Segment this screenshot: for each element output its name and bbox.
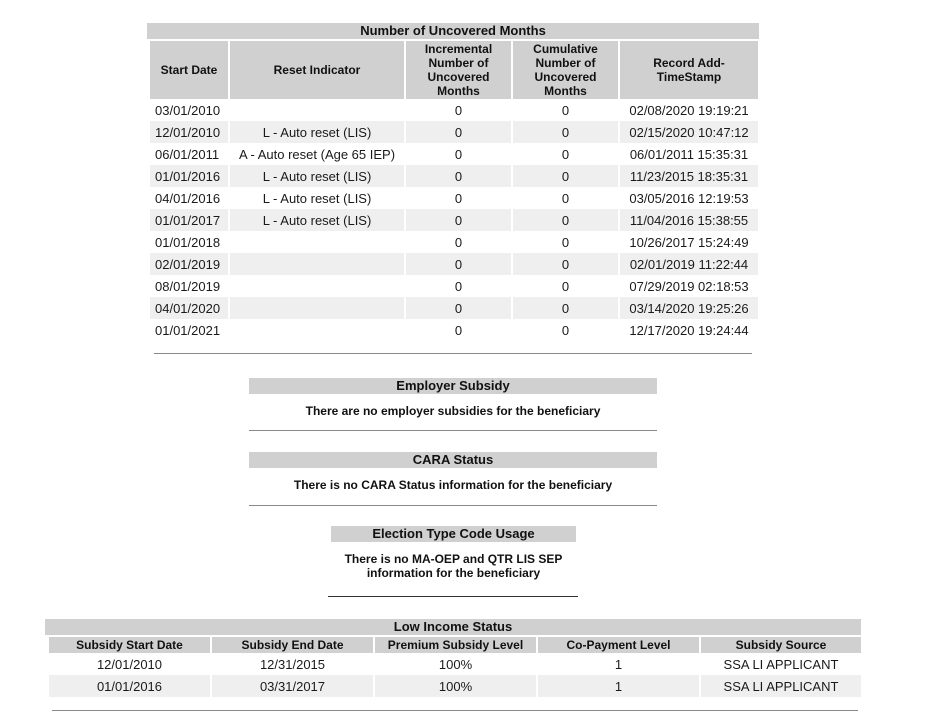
employer-divider — [249, 430, 657, 431]
cell-subsidy-source: SSA LI APPLICANT — [723, 656, 839, 672]
cell-reset-indicator — [230, 319, 404, 341]
cell-subsidy-source: SSA LI APPLICANT — [701, 675, 861, 697]
uncovered-months-title: Number of Uncovered Months — [147, 23, 759, 39]
low-income-table — [47, 637, 863, 697]
cell-start-date: 06/01/2011 — [155, 146, 220, 162]
cell-incremental: 0 — [454, 102, 463, 118]
table-row — [150, 319, 758, 341]
cell-cumulative: 0 — [513, 165, 618, 187]
cell-incremental: 0 — [406, 297, 511, 319]
cell-incremental: 0 — [454, 190, 463, 206]
cell-reset-indicator: A - Auto reset (Age 65 IEP) — [238, 146, 396, 162]
cell-reset-indicator — [230, 275, 404, 297]
cell-start-date: 04/01/2016 — [155, 190, 221, 206]
cell-cumulative: 0 — [561, 146, 570, 162]
cell-record-timestamp: 02/08/2020 19:19:21 — [629, 102, 749, 118]
table-row — [49, 653, 861, 675]
table-row — [150, 99, 758, 121]
cell-start-date: 08/01/2019 — [155, 278, 221, 294]
cell-record-timestamp: 03/05/2016 12:19:53 — [629, 190, 749, 206]
table-row — [49, 675, 861, 697]
cell-reset-indicator: L - Auto reset (LIS) — [230, 209, 404, 231]
table-row — [150, 143, 758, 165]
cell-cumulative: 0 — [513, 121, 618, 143]
cell-cumulative: 0 — [513, 253, 618, 275]
cell-record-timestamp: 12/17/2020 19:24:44 — [629, 322, 749, 338]
cell-reset-indicator: L - Auto reset (LIS) — [262, 190, 372, 206]
employer-subsidy-title: Employer Subsidy — [249, 378, 657, 394]
table-row — [150, 121, 758, 143]
cell-cumulative: 0 — [561, 102, 570, 118]
cell-cumulative: 0 — [561, 278, 570, 294]
cell-reset-indicator — [230, 231, 404, 253]
cell-reset-indicator: L - Auto reset (LIS) — [230, 165, 404, 187]
employer-subsidy-message: There are no employer subsidies for the beneficiary — [305, 404, 601, 418]
low-income-body — [49, 653, 861, 697]
cara-divider — [249, 505, 657, 506]
low-income-header-row — [49, 637, 861, 653]
cell-incremental: 0 — [454, 278, 463, 294]
cell-incremental: 0 — [454, 234, 463, 250]
header-incremental: Incremental Number of Uncovered Months — [406, 41, 511, 99]
cell-start-date: 04/01/2020 — [150, 297, 228, 319]
header-subsidy-start: Subsidy Start Date — [49, 637, 210, 653]
cell-subsidy-start: 12/01/2010 — [96, 656, 163, 672]
cell-record-timestamp: 11/04/2016 15:38:55 — [620, 209, 758, 231]
header-copay-level: Co-Payment Level — [538, 637, 699, 653]
cell-premium-level: 100% — [375, 675, 536, 697]
cell-cumulative: 0 — [561, 234, 570, 250]
cell-copay-level: 1 — [538, 675, 699, 697]
header-cumulative: Cumulative Number of Uncovered Months — [513, 41, 618, 99]
cell-record-timestamp: 02/01/2019 11:22:44 — [620, 253, 758, 275]
table-row — [150, 165, 758, 187]
table-row — [150, 231, 758, 253]
uncovered-months-body — [150, 99, 758, 341]
cell-record-timestamp: 06/01/2011 15:35:31 — [629, 146, 749, 162]
cell-record-timestamp: 07/29/2019 02:18:53 — [629, 278, 749, 294]
cell-incremental: 0 — [454, 146, 463, 162]
table-row — [150, 209, 758, 231]
table-row — [150, 297, 758, 319]
cell-reset-indicator — [230, 99, 404, 121]
header-subsidy-end: Subsidy End Date — [212, 637, 373, 653]
cell-start-date: 01/01/2018 — [155, 234, 221, 250]
cell-subsidy-end: 03/31/2017 — [212, 675, 373, 697]
header-subsidy-source: Subsidy Source — [701, 637, 861, 653]
cell-start-date: 01/01/2021 — [155, 322, 221, 338]
table-row — [150, 187, 758, 209]
cell-incremental: 0 — [406, 253, 511, 275]
election-type-message — [331, 552, 576, 580]
cell-cumulative: 0 — [513, 297, 618, 319]
cell-start-date: 12/01/2010 — [150, 121, 228, 143]
cell-cumulative: 0 — [561, 322, 570, 338]
cell-subsidy-start: 01/01/2016 — [49, 675, 210, 697]
cell-cumulative: 0 — [513, 209, 618, 231]
cell-copay-level: 1 — [614, 656, 623, 672]
cell-start-date: 02/01/2019 — [150, 253, 228, 275]
uncovered-divider — [154, 353, 752, 354]
cell-incremental: 0 — [406, 165, 511, 187]
election-type-message-line1: There is no MA-OEP and QTR LIS SEP — [344, 552, 563, 566]
cell-cumulative: 0 — [561, 190, 570, 206]
header-reset-indicator: Reset Indicator — [230, 41, 404, 99]
cell-record-timestamp: 10/26/2017 15:24:49 — [629, 234, 749, 250]
cara-status-message: There is no CARA Status information for the beneficiary — [293, 478, 613, 492]
cell-record-timestamp: 02/15/2020 10:47:12 — [620, 121, 758, 143]
cell-reset-indicator — [230, 297, 404, 319]
cell-incremental: 0 — [406, 209, 511, 231]
cara-status-title: CARA Status — [249, 452, 657, 468]
cell-premium-level: 100% — [438, 656, 473, 672]
cell-subsidy-end: 12/31/2015 — [259, 656, 326, 672]
cell-record-timestamp: 11/23/2015 18:35:31 — [620, 165, 758, 187]
cell-start-date: 01/01/2016 — [150, 165, 228, 187]
cell-start-date: 03/01/2010 — [155, 102, 221, 118]
header-premium-level: Premium Subsidy Level — [375, 637, 536, 653]
cell-record-timestamp: 03/14/2020 19:25:26 — [620, 297, 758, 319]
uncovered-months-table — [148, 41, 760, 341]
election-type-title: Election Type Code Usage — [331, 526, 576, 542]
header-start-date: Start Date — [150, 41, 228, 99]
table-row — [150, 253, 758, 275]
table-row — [150, 275, 758, 297]
cell-start-date: 01/01/2017 — [150, 209, 228, 231]
uncovered-header-row — [150, 41, 758, 99]
election-divider — [328, 596, 578, 597]
cell-incremental: 0 — [406, 121, 511, 143]
header-record-timestamp: Record Add-TimeStamp — [620, 41, 758, 99]
cell-reset-indicator: L - Auto reset (LIS) — [230, 121, 404, 143]
election-type-message-line2: information for the beneficiary — [366, 566, 541, 580]
low-income-title: Low Income Status — [45, 619, 861, 635]
cell-incremental: 0 — [454, 322, 463, 338]
cell-reset-indicator — [230, 253, 404, 275]
